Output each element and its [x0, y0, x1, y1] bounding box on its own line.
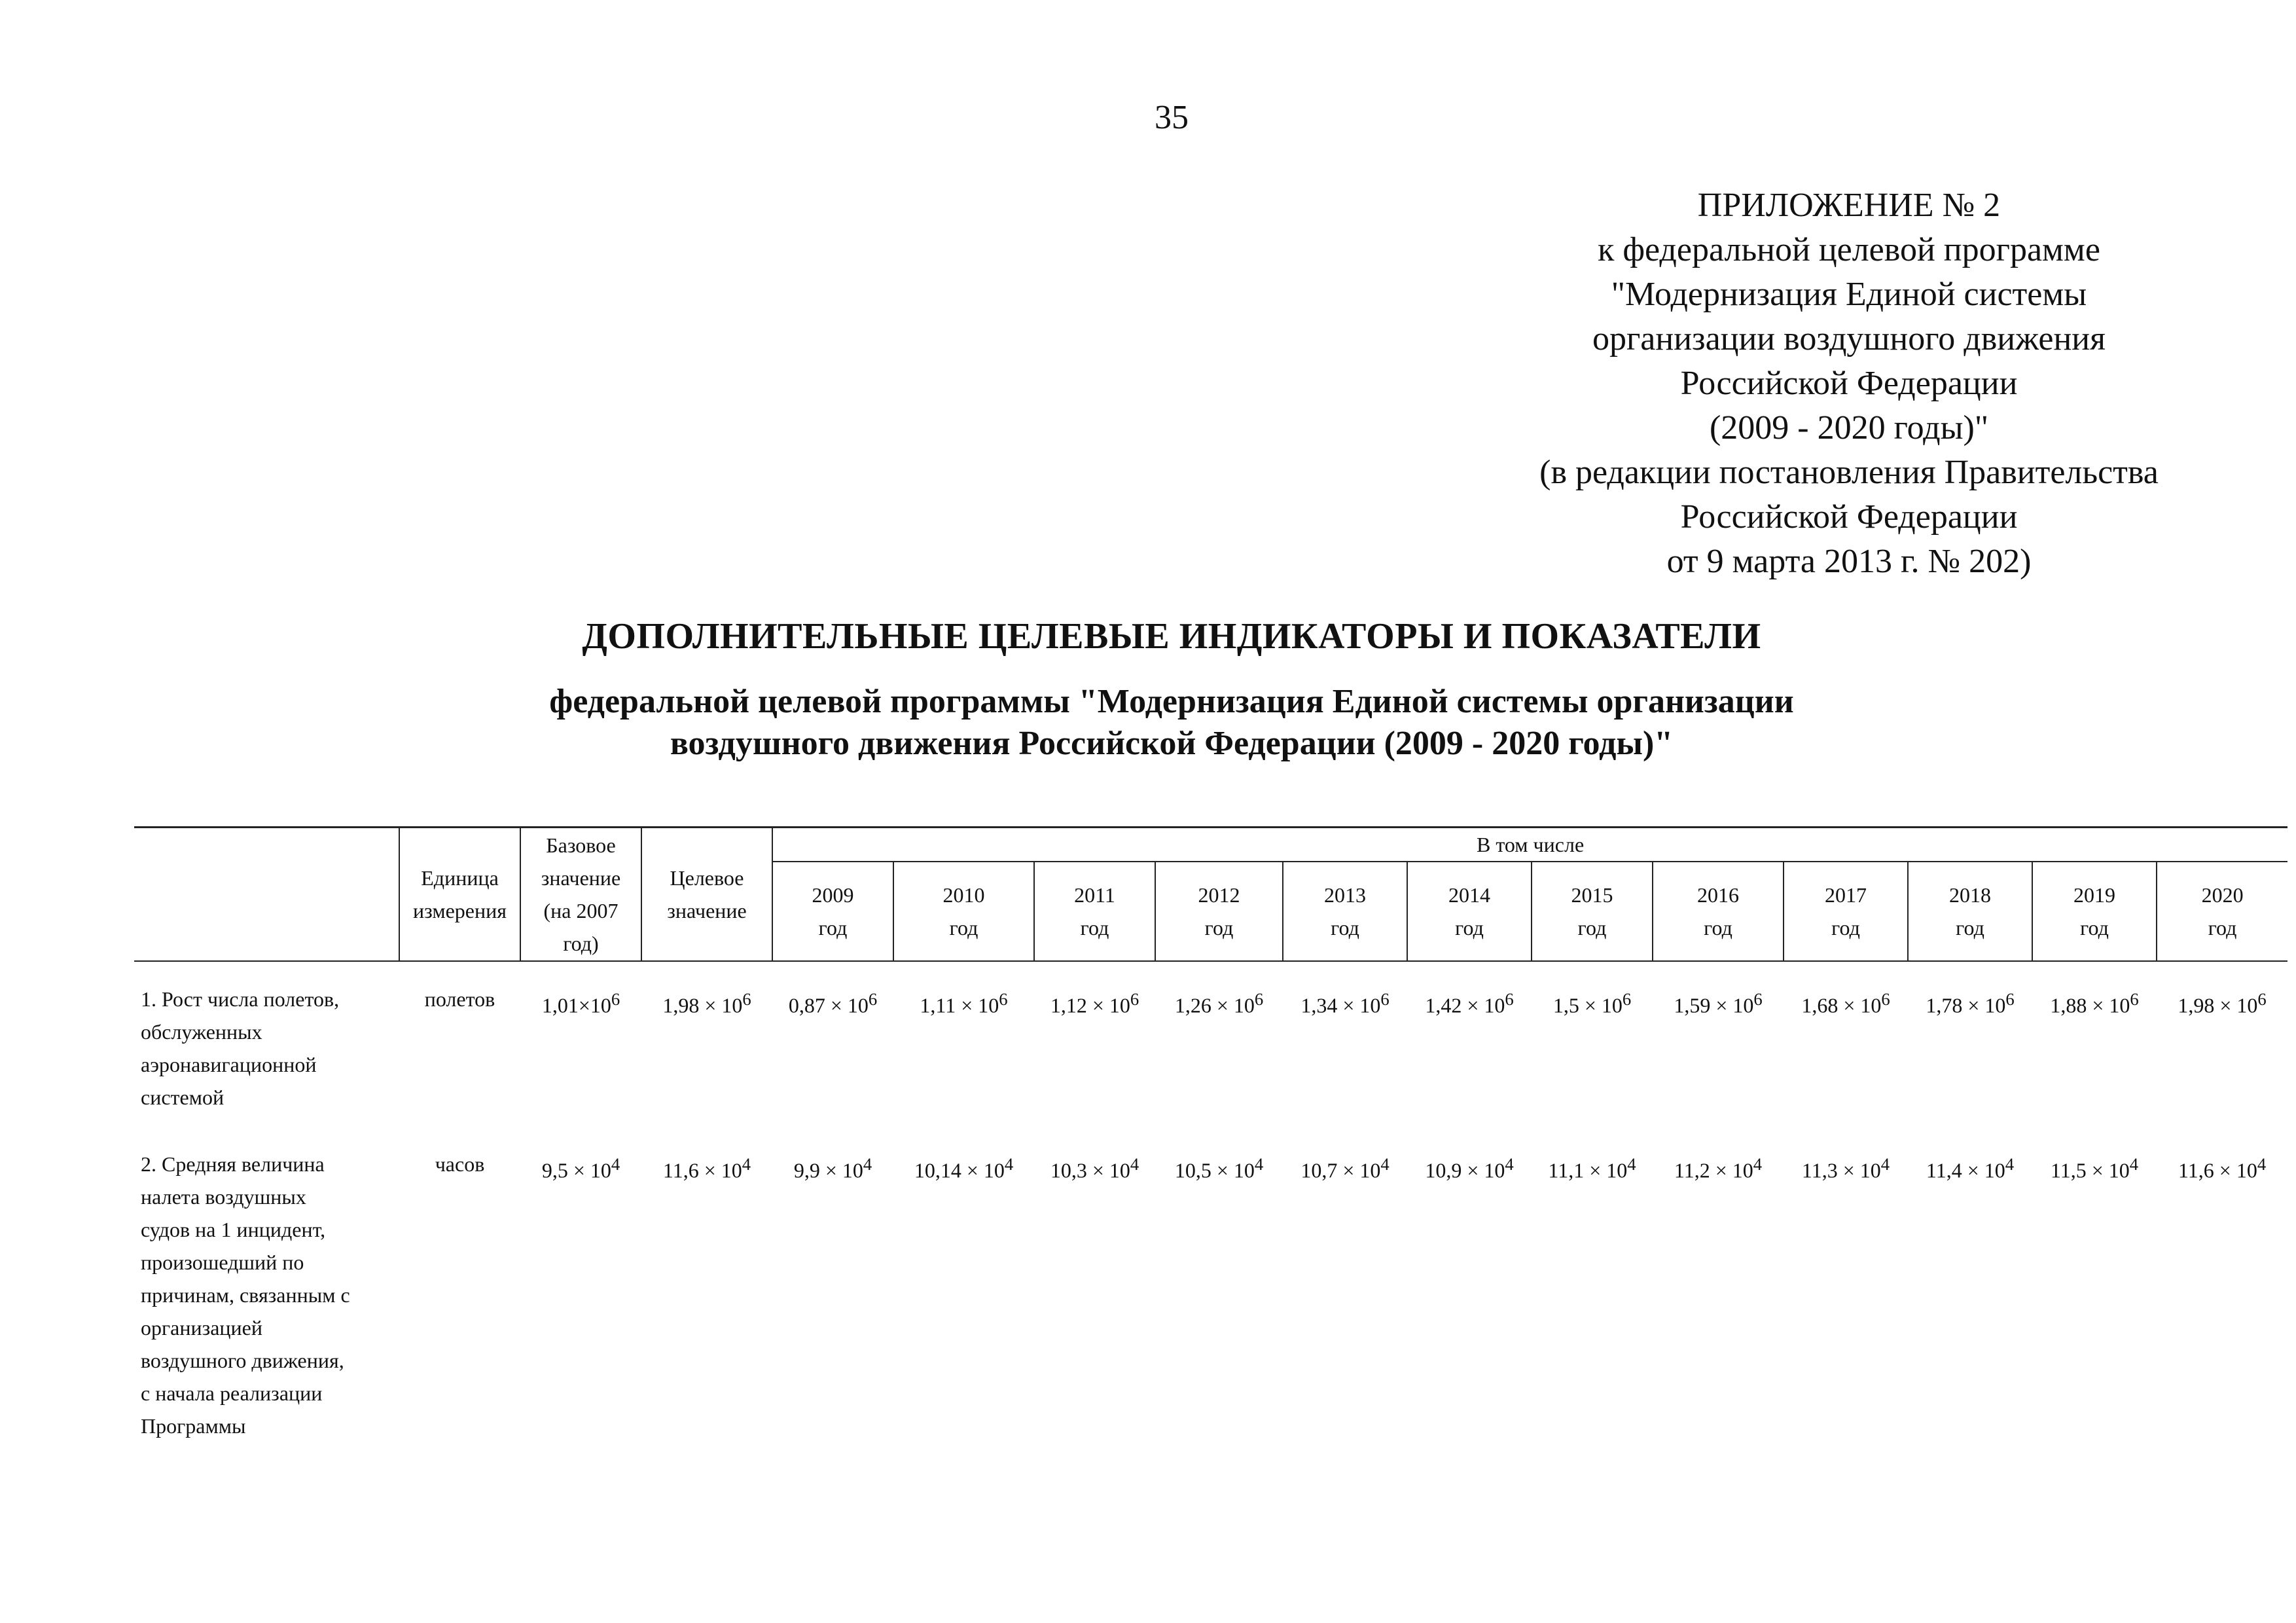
- base-value: $1,01\times 10^6$: [541, 989, 620, 1017]
- header-year: 2016 год: [1653, 862, 1784, 961]
- document-title: ДОПОЛНИТЕЛЬНЫЕ ЦЕЛЕВЫЕ ИНДИКАТОРЫ И ПОКАЗАТЕЛИ: [582, 616, 1761, 657]
- appendix-header: [1440, 183, 2258, 584]
- year-value: $10,14 \times 10^4$: [914, 1154, 1014, 1182]
- header-year: 2019 год: [2032, 862, 2157, 961]
- indicator-name: 2. Средняя величина налета воздушных судов на 1 инцидент, произошедший по причинам, связанным с организацией воздушного движения, с начала реализации Программы: [141, 1152, 350, 1438]
- appendix-line: организации воздушного движения: [1592, 320, 2106, 357]
- indicator-name: 1. Рост числа полетов, обслуженных аэронавигационной системой: [141, 987, 340, 1109]
- indicators-table: [134, 826, 2287, 1442]
- row-spacer: [134, 961, 2287, 983]
- year-value: $11,1 \times 10^4$: [1548, 1154, 1636, 1182]
- year-value: $10,9 \times 10^4$: [1425, 1154, 1514, 1182]
- indicators-table-container: [134, 826, 2287, 1442]
- year-value: $1,34 \times 10^6$: [1300, 989, 1390, 1017]
- target-value: $11,6 \times 10^4$: [662, 1154, 751, 1182]
- year-value: $1,42 \times 10^6$: [1425, 989, 1514, 1017]
- header-year: 2011 год: [1034, 862, 1155, 961]
- header-base-line: Базовое: [546, 833, 616, 857]
- header-target-value: [641, 828, 772, 962]
- header-year: 2009 год: [772, 862, 893, 961]
- header-year: 2017 год: [1784, 862, 1908, 961]
- header-year: 2013 год: [1283, 862, 1407, 961]
- appendix-line: (в редакции постановления Правительства: [1539, 454, 2159, 491]
- year-value: $9,9 \times 10^4$: [793, 1154, 872, 1182]
- header-base-line: год): [563, 932, 599, 955]
- header-year: 2012 год: [1155, 862, 1283, 961]
- header-unit-line: измерения: [413, 899, 507, 922]
- header-including: В том числе: [772, 828, 2287, 862]
- year-value: $1,59 \times 10^6$: [1674, 989, 1763, 1017]
- header-year: 2010 год: [893, 862, 1034, 961]
- header-base-line: значение: [541, 866, 621, 890]
- year-value: $1,98 \times 10^6$: [2178, 989, 2267, 1017]
- appendix-line: от 9 марта 2013 г. № 202): [1666, 543, 2032, 580]
- appendix-line: Российской Федерации: [1680, 365, 2018, 402]
- year-value: $11,4 \times 10^4$: [1926, 1154, 2015, 1182]
- appendix-line: к федеральной целевой программе: [1598, 231, 2100, 268]
- year-value: $11,5 \times 10^4$: [2050, 1154, 2139, 1182]
- year-value: $1,26 \times 10^6$: [1174, 989, 1264, 1017]
- year-value: $0,87 \times 10^6$: [788, 989, 878, 1017]
- year-value: $10,5 \times 10^4$: [1174, 1154, 1264, 1182]
- header-year: 2015 год: [1532, 862, 1653, 961]
- header-unit: [399, 828, 520, 962]
- appendix-line: "Модернизация Единой системы: [1611, 276, 2087, 313]
- year-value: $11,6 \times 10^4$: [2178, 1154, 2267, 1182]
- row-spacer: [134, 1114, 2287, 1148]
- year-value: $10,7 \times 10^4$: [1300, 1154, 1390, 1182]
- table-row: [134, 1148, 2287, 1442]
- header-target-line: значение: [667, 899, 747, 922]
- indicator-unit: часов: [435, 1152, 485, 1176]
- year-value: $1,5 \times 10^6$: [1552, 989, 1632, 1017]
- base-value: $9,5 \times 10^4$: [541, 1154, 620, 1182]
- subtitle-line: воздушного движения Российской Федерации (2009 - 2020 годы)": [670, 725, 1674, 762]
- appendix-line: (2009 - 2020 годы)": [1709, 409, 1989, 447]
- document-subtitle: [0, 681, 2296, 765]
- header-year: 2018 год: [1908, 862, 2032, 961]
- header-target-line: Целевое: [670, 866, 744, 890]
- header-base-value: [520, 828, 641, 962]
- appendix-line: Российской Федерации: [1680, 498, 2018, 536]
- year-value: $10,3 \times 10^4$: [1050, 1154, 1139, 1182]
- header-year: 2014 год: [1407, 862, 1532, 961]
- header-year: 2020 год: [2157, 862, 2287, 961]
- header-indicator: [134, 828, 399, 962]
- page-number: 35: [1155, 99, 1189, 136]
- year-value: $1,11 \times 10^6$: [920, 989, 1008, 1017]
- target-value: $1,98 \times 10^6$: [662, 989, 751, 1017]
- year-value: $1,68 \times 10^6$: [1801, 989, 1890, 1017]
- header-unit-line: Единица: [421, 866, 499, 890]
- year-value: $1,78 \times 10^6$: [1926, 989, 2015, 1017]
- subtitle-line: федеральной целевой программы "Модернизация Единой системы организации: [549, 683, 1794, 720]
- table-row: [134, 983, 2287, 1114]
- year-value: $1,88 \times 10^6$: [2050, 989, 2139, 1017]
- year-value: $11,3 \times 10^4$: [1801, 1154, 1890, 1182]
- year-value: $1,12 \times 10^6$: [1050, 989, 1139, 1017]
- indicator-unit: полетов: [424, 987, 495, 1011]
- header-base-line: (на 2007: [543, 899, 619, 922]
- year-value: $11,2 \times 10^4$: [1674, 1154, 1763, 1182]
- appendix-line: ПРИЛОЖЕНИЕ № 2: [1697, 187, 2001, 224]
